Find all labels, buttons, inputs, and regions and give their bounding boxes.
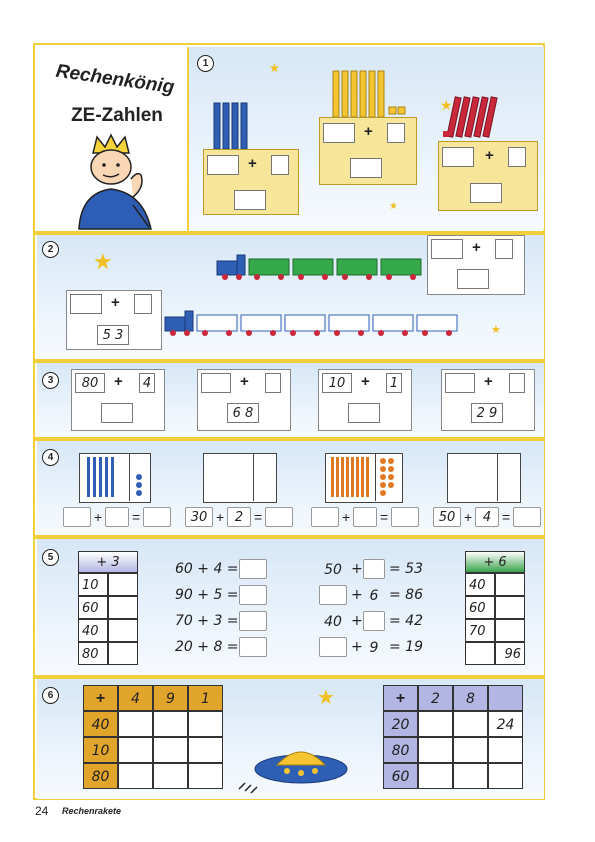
grid-cell[interactable] [118,737,153,763]
grid-row [83,737,223,763]
table-cell[interactable]: 60 [465,596,495,619]
grid-row-header: 80 [83,763,118,789]
ones-input[interactable]: 4 [475,507,499,527]
grid-row [383,763,523,789]
ones-input[interactable] [353,507,377,527]
tens-input[interactable] [311,507,339,527]
ones-input[interactable] [105,507,129,527]
grid-cell[interactable] [188,737,223,763]
answer-input[interactable] [239,559,267,579]
grid-row [83,711,223,737]
grid-row-header: 60 [383,763,418,789]
grid-cell[interactable] [488,763,523,789]
table-row [465,619,525,642]
grid-row-header: 40 [83,711,118,737]
equation-text: 60 + 4 = [175,561,239,577]
section-2-number: 2 [42,241,59,258]
star-icon: ★ [389,201,398,212]
place-value-box [447,453,521,503]
first-addend[interactable] [319,585,347,605]
blue-tens-rods [212,101,252,151]
plus-sign: + [342,509,351,525]
plus-sign: + [364,123,373,140]
table-cell[interactable] [495,619,525,642]
star-icon: ★ [317,687,335,709]
title-line2: ZE-Zahlen [71,105,163,126]
table-header-label: + 3 [96,555,120,570]
table-cell[interactable] [108,596,138,619]
grid-cell[interactable] [418,763,453,789]
result-input[interactable]: 6 8 [227,403,259,423]
plus-sign: + [485,147,494,164]
table-cell[interactable] [108,642,138,665]
second-addend[interactable]: 6 [369,588,379,604]
plus-sign: + [351,561,363,577]
grid-header-row [83,685,223,711]
grid-cell[interactable] [418,737,453,763]
table-row [78,619,138,642]
table-cell[interactable]: 70 [465,619,495,642]
first-addend[interactable]: 50 [324,562,342,578]
grid-row-header: 80 [383,737,418,763]
ones-input[interactable]: 1 [386,373,402,393]
table-row [78,596,138,619]
grid-cell[interactable] [418,711,453,737]
tens-input[interactable]: 50 [433,507,461,527]
sum-text: = 86 [389,587,423,603]
answer-input[interactable] [239,611,267,631]
tens-input[interactable] [63,507,91,527]
table-cell[interactable] [465,642,495,665]
grid-corner: + [383,685,418,711]
table-cell[interactable]: 60 [78,596,108,619]
grid-cell[interactable] [453,711,488,737]
section-5-number: 5 [42,549,59,566]
table-row [465,573,525,596]
answer-input[interactable] [239,637,267,657]
orange-rods [329,457,401,501]
table-row [465,642,525,665]
grid [383,685,523,789]
grid-col-header: 1 [188,685,223,711]
first-addend[interactable] [319,637,347,657]
result-input[interactable]: 2 9 [471,403,503,423]
section-4-number: 4 [42,449,59,466]
table-cell[interactable] [108,619,138,642]
grid-corner: + [83,685,118,711]
green-train [213,251,428,281]
plus-sign: + [472,239,481,256]
second-addend[interactable]: 9 [369,640,379,656]
tens-input[interactable]: 30 [185,507,213,527]
plus-sign: + [94,509,103,525]
plus-sign: + [361,373,370,390]
grid-col-header: 2 [418,685,453,711]
ones-input[interactable]: 4 [139,373,155,393]
star-icon: ★ [93,249,113,274]
section-3-number: 3 [42,372,59,389]
book-title: Rechenrakete [62,806,122,816]
divider [497,453,498,501]
table-header [78,551,138,573]
worksheet-frame [33,43,545,800]
table-row [465,596,525,619]
result-value: 5 3 [97,325,129,345]
plus-6-table [465,551,525,665]
answer-input[interactable] [143,507,171,527]
table-cell[interactable] [495,596,525,619]
grid-cell[interactable] [153,711,188,737]
red-tens-rods [441,95,511,143]
second-addend[interactable] [363,611,385,631]
grid-cell[interactable]: 24 [488,711,523,737]
ones-input[interactable] [134,294,152,314]
plus-sign: + [111,294,120,311]
ones-input[interactable] [509,373,525,393]
plus-sign: + [248,155,257,172]
first-addend[interactable]: 40 [324,614,342,630]
plus-sign: + [114,373,123,390]
divider [253,453,254,501]
grid-row-header: 20 [383,711,418,737]
tens-input[interactable] [70,294,102,314]
plus-sign: + [464,509,473,525]
table-cell[interactable]: 40 [465,573,495,596]
grid-cell[interactable] [153,763,188,789]
equation-text: 90 + 5 = [175,587,239,603]
place-value-box [203,453,277,503]
tens-input[interactable] [201,373,231,393]
tens-input[interactable]: 80 [75,373,105,393]
plus-sign: + [484,373,493,390]
result-input[interactable] [350,158,382,178]
grid-row [83,763,223,789]
grid-col-header: 4 [118,685,153,711]
grid-col-header: 9 [153,685,188,711]
table-cell[interactable]: 40 [78,619,108,642]
section-1-number: 1 [197,55,214,72]
equals-sign: = [254,509,263,525]
grid-cell[interactable] [153,737,188,763]
result-input[interactable] [470,183,502,203]
page-number: 24 [35,804,49,818]
table-header-label: + 6 [483,555,507,570]
ones-input[interactable] [387,123,405,143]
grid-cell[interactable] [188,711,223,737]
ones-input[interactable]: 2 [227,507,251,527]
ufo-illustration [235,735,355,795]
tens-input[interactable] [323,123,355,143]
equation-text: 70 + 3 = [175,613,239,629]
equals-sign: = [380,509,389,525]
answer-input[interactable] [265,507,293,527]
result-input[interactable] [101,403,133,423]
equals-sign: = [132,509,141,525]
tens-input[interactable]: 10 [322,373,352,393]
sum-text: = 19 [389,639,423,655]
plus-sign: + [351,613,363,629]
grid-col-header: 8 [453,685,488,711]
table-cell[interactable]: 10 [78,573,108,596]
answer-input[interactable] [239,585,267,605]
grid-row [383,711,523,737]
tens-input[interactable] [445,373,475,393]
grid-cell[interactable] [118,711,153,737]
plus-3-table [78,551,138,665]
star-icon: ★ [269,61,280,75]
answer-input[interactable] [391,507,419,527]
grid-cell[interactable] [188,763,223,789]
tens-input[interactable] [207,155,239,175]
table-cell[interactable] [495,573,525,596]
grid-row [383,737,523,763]
table-cell[interactable]: 80 [78,642,108,665]
table-row [78,573,138,596]
grid [83,685,223,789]
tens-input[interactable] [431,239,463,259]
sum-text: = 53 [389,561,423,577]
table-cell[interactable]: 96 [495,642,525,665]
grid-row-header: 10 [83,737,118,763]
ones-input[interactable] [265,373,281,393]
answer-input[interactable] [513,507,541,527]
sum-text: = 42 [389,613,423,629]
table-row [78,642,138,665]
table-cell[interactable] [108,573,138,596]
plus-sign: + [351,587,363,603]
table-header [465,551,525,573]
grid-cell[interactable] [488,737,523,763]
star-icon: ★ [491,324,501,336]
yellow-tens-rods [331,69,411,119]
equation-text: 20 + 8 = [175,639,239,655]
section-6-number: 6 [42,687,59,704]
blue-rods [85,457,145,501]
plus-sign: + [351,639,363,655]
title-line1: Rechenkönig [54,60,176,99]
ones-input[interactable] [495,239,513,259]
second-addend[interactable] [363,559,385,579]
plus-sign: + [216,509,225,525]
king-illustration [71,135,181,229]
equals-sign: = [502,509,511,525]
star-icon: ★ [440,97,453,113]
result-input[interactable] [234,190,266,210]
white-train [163,307,463,337]
ones-input[interactable] [508,147,526,167]
plus-sign: + [240,373,249,390]
grid-cell[interactable] [453,737,488,763]
ones-input[interactable] [271,155,289,175]
grid-cell[interactable] [118,763,153,789]
tens-input[interactable] [442,147,474,167]
grid-col-header [488,685,523,711]
grid-cell[interactable] [453,763,488,789]
grid-header-row [383,685,523,711]
result-input[interactable] [348,403,380,423]
result-input[interactable] [457,269,489,289]
